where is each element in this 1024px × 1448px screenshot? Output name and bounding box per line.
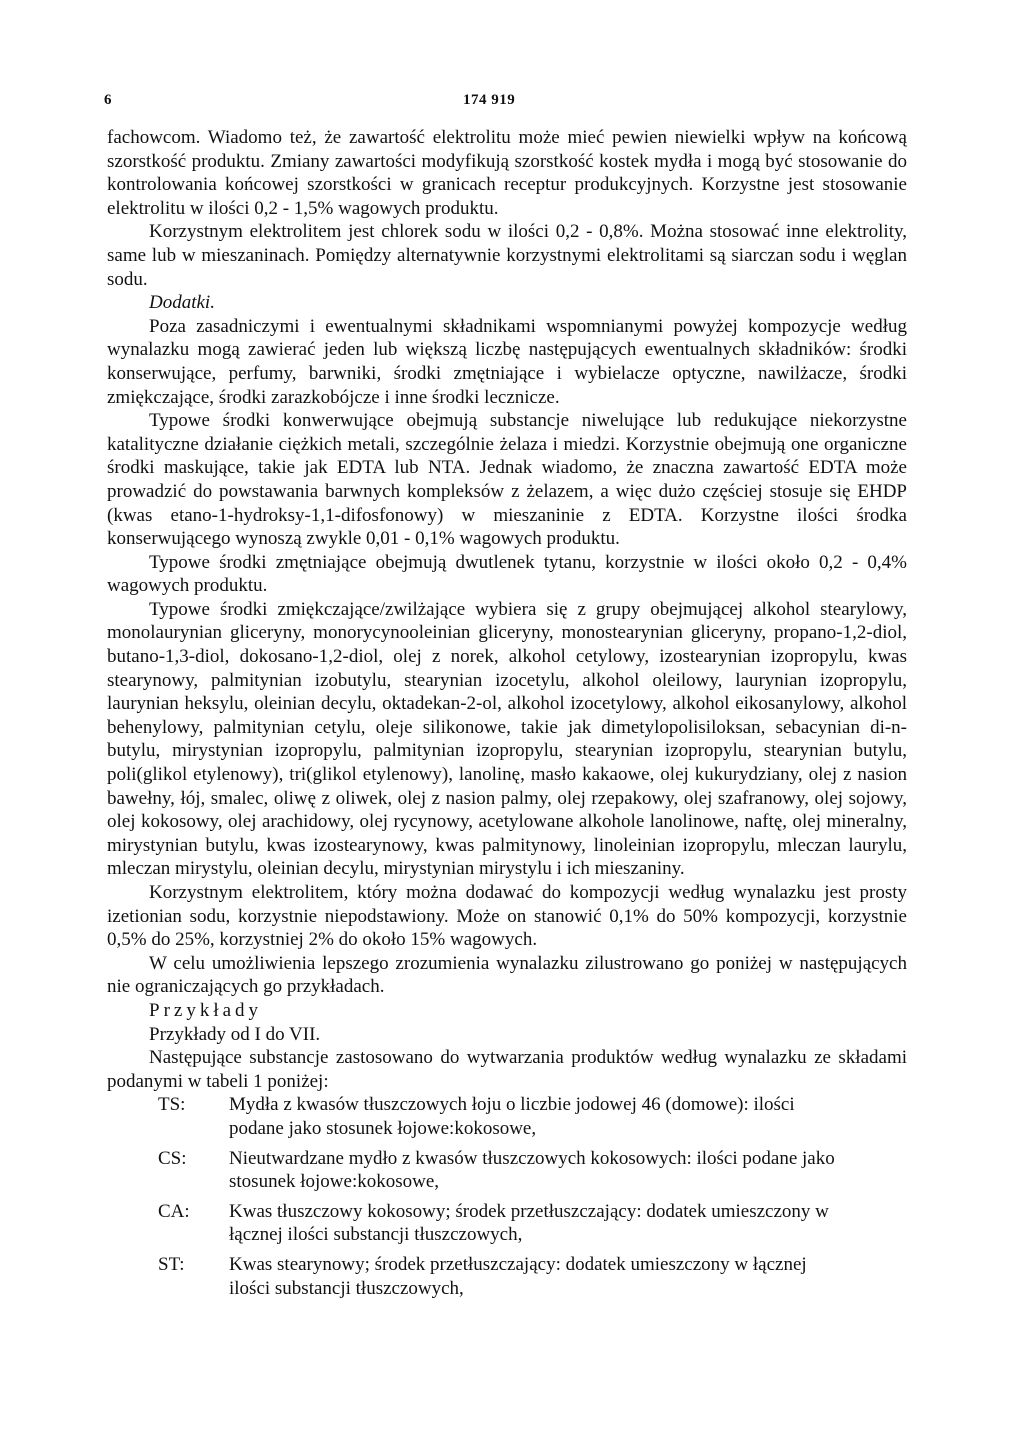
definition-item bbox=[107, 1200, 907, 1247]
definition-item bbox=[107, 1147, 907, 1194]
definition-term: CS: bbox=[158, 1147, 187, 1169]
definition-term: ST: bbox=[158, 1253, 185, 1275]
document-page bbox=[104, 84, 907, 1306]
paragraph-emollients: Typowe środki zmiękczające/zwilżające wybiera się z grupy obejmującej alkohol stearylowy, monolaurynian gliceryny, monorycynooleinian gliceryny, monostearynian gliceryny, propano-1,2-diol, butano-1,3-diol, dokosano-1,2-diol, olej z norek, alkohol cetylowy, izostearynian izopropylu, kwas stearynowy, palmitynian izobutylu, stearynian izocetylu, alkohol oleilowy, laurynian izopropylu, laurynian heksylu, oleinian decylu, oktadekan-2-ol, alkohol izocetylowy, alkohol eikosanylowy, alkohol behenylowy, palmitynian cetylu, oleje silikonowe, takie jak dimetylopolisiloksan, sebacynian di-n-butylu, mirystynian izopropylu, palmitynian izopropylu, stearynian izopropylu, stearynian butylu, poli(glikol etylenowy), tri(glikol etylenowy), lanolinę, masło kakaowe, olej kukurydziany, olej z nasion bawełny, łój, smalec, oliwę z oliwek, olej z nasion palmy, olej rzepakowy, olej szafranowy, olej sojowy, olej kokosowy, olej arachidowy, olej rycynowy, acetylowane alkohole lanolinowe, naftę, olej mineralny, mirystynian butylu, kwas izostearynowy, kwas palmitynowy, linoleinian izopropylu, mleczan laurylu, mleczan mirystylu, oleinian decylu, mirystynian mirystylu i ich mieszaniny. bbox=[107, 598, 907, 880]
patent-number: 174 919 bbox=[463, 92, 516, 108]
paragraph-examples-intro: W celu umożliwienia lepszego zrozumienia wynalazku zilustrowano go poniżej w następujących nie ograniczających go przykładach. bbox=[107, 952, 907, 998]
page-header bbox=[104, 84, 907, 112]
definition-term: CA: bbox=[158, 1200, 190, 1222]
page-number: 6 bbox=[104, 92, 112, 108]
definition-item bbox=[107, 1093, 907, 1140]
examples-range: Przykłady od I do VII. bbox=[149, 1023, 321, 1045]
definition-description: Mydła z kwasów tłuszczowych łoju o liczbie jodowej 46 (domowe): ilości podane jako stosunek łojowe:kokosowe, bbox=[229, 1094, 795, 1139]
document-body bbox=[107, 126, 907, 1300]
definition-description: Kwas stearynowy; środek przetłuszczający: dodatek umieszczony w łącznej ilości substancji tłuszczowych, bbox=[229, 1253, 807, 1299]
section-heading-examples: Przykłady bbox=[149, 999, 263, 1021]
paragraph-optional-ingredients: Poza zasadniczymi i ewentualnymi składnikami wspomnianymi powyżej kompozycje według wynalazku mogą zawierać jeden lub większą liczbę następujących ewentualnych składników: środki konserwujące, perfumy, barwniki, środki zmętniające i wybielacze optyczne, nawilżacze, środki zmiękczające, środki zarazkobójcze i inne środki lecznicze. bbox=[107, 315, 907, 408]
definition-description: Kwas tłuszczowy kokosowy; środek przetłuszczający: dodatek umieszczony w łącznej ilości substancji tłuszczowych, bbox=[229, 1200, 829, 1246]
paragraph-electrolyte: Korzystnym elektrolitem jest chlorek sodu w ilości 0,2 - 0,8%. Można stosować inne elektrolity, same lub w mieszaninach. Pomiędzy alternatywnie korzystnymi elektrolitami są siarczan sodu i węglan sodu. bbox=[107, 221, 907, 290]
paragraph-substances: Następujące substancje zastosowano do wytwarzania produktów według wynalazku ze składami podanymi w tabeli 1 poniżej: bbox=[107, 1047, 907, 1092]
paragraph-isethionate: Korzystnym elektrolitem, który można dodawać do kompozycji według wynalazku jest prosty izetionian sodu, korzystnie niepodstawiony. Może on stanowić 0,1% do 50% kompozycji, korzystnie 0,5% do 25%, korzystniej 2% do około 15% wagowych. bbox=[107, 882, 907, 951]
paragraph-opacifiers: Typowe środki zmętniające obejmują dwutlenek tytanu, korzystnie w ilości około 0,2 - 0,4% wagowych produktu. bbox=[107, 551, 907, 597]
section-heading-additives: Dodatki. bbox=[149, 292, 215, 314]
definition-item bbox=[107, 1253, 907, 1300]
paragraph-preservatives: Typowe środki konwerwujące obejmują substancje niwelujące lub redukujące niekorzystne katalityczne działanie ciężkich metali, szczególnie żelaza i miedzi. Korzystnie obejmują one organiczne środki maskujące, takie jak EDTA lub NTA. Jednak wiadomo, że znaczna zawartość EDTA może prowadzić do powstawania barwnych kompleksów z żelazem, a więc dużo częściej stosuje się EHDP (kwas etano-1-hydroksy-1,1-difosfonowy) w mieszaninie z EDTA. Korzystne ilości środka konserwującego wynoszą zwykle 0,01 - 0,1% wagowych produktu. bbox=[107, 410, 907, 550]
definition-description: Nieutwardzane mydło z kwasów tłuszczowych kokosowych: ilości podane jako stosunek łojowe:kokosowe, bbox=[229, 1147, 835, 1193]
definition-list bbox=[107, 1093, 907, 1300]
paragraph-continued: fachowcom. Wiadomo też, że zawartość elektrolitu może mieć pewien niewielki wpływ na końcową szorstkość produktu. Zmiany zawartości modyfikują szorstkość kostek mydła i mogą być stosowanie do kontrolowania końcowej szorstkości w granicach receptur produkcyjnych. Korzystne jest stosowanie elektrolitu w ilości 0,2 - 1,5% wagowych produktu. bbox=[107, 127, 907, 219]
definition-term: TS: bbox=[158, 1094, 186, 1116]
